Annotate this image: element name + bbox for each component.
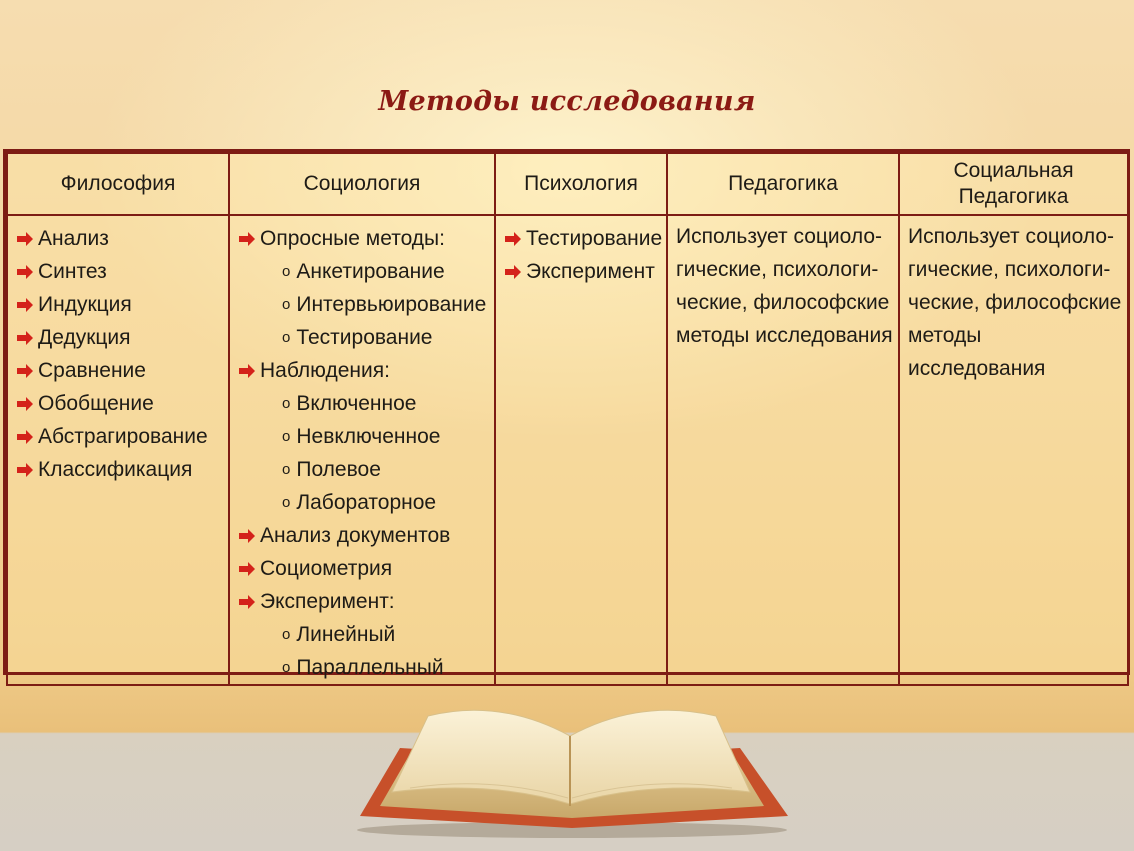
list-item-label: Абстрагирование bbox=[38, 425, 208, 448]
cell-sociology bbox=[229, 215, 495, 685]
list-item-label: Анализ документов bbox=[260, 524, 451, 547]
list-item bbox=[238, 354, 490, 387]
sub-list-item bbox=[238, 321, 490, 354]
sub-list-item bbox=[238, 618, 490, 651]
red-arrow-bullet-icon bbox=[16, 265, 34, 279]
list-item-label: Индукция bbox=[38, 293, 132, 316]
sub-item-label: Тестирование bbox=[296, 326, 433, 349]
pedagogy-text-line: Использует социоло- bbox=[676, 225, 883, 248]
social-pedagogy-text-line: гические, психологи- bbox=[908, 258, 1111, 281]
sub-list-item bbox=[238, 486, 490, 519]
header-social-pedagogy bbox=[899, 153, 1128, 215]
sub-item-label: Линейный bbox=[296, 623, 396, 646]
list-item-label: Эксперимент bbox=[526, 260, 655, 283]
sub-list-item bbox=[238, 651, 490, 684]
list-item-label: Дедукция bbox=[38, 326, 131, 349]
sub-item-label: Невключенное bbox=[296, 425, 441, 448]
social-pedagogy-text-line: ческие, философские bbox=[908, 291, 1122, 314]
circle-bullet-icon: o bbox=[282, 659, 291, 676]
list-item-label: Обобщение bbox=[38, 392, 154, 415]
list-item bbox=[504, 255, 662, 288]
list-item bbox=[16, 255, 224, 288]
header-social-pedagogy-line: Социальная bbox=[953, 159, 1074, 182]
circle-bullet-icon: o bbox=[282, 296, 291, 313]
header-sociology: Социология bbox=[229, 153, 495, 215]
list-item-label: Анализ bbox=[38, 227, 109, 250]
list-item bbox=[16, 288, 224, 321]
red-arrow-bullet-icon bbox=[16, 463, 34, 477]
sub-list-item bbox=[238, 255, 490, 288]
table-header-row bbox=[7, 153, 1128, 215]
red-arrow-bullet-icon bbox=[238, 364, 256, 378]
list-item bbox=[16, 321, 224, 354]
sub-list-item bbox=[238, 387, 490, 420]
social-pedagogy-text-line: Использует социоло- bbox=[908, 225, 1115, 248]
open-book-illustration bbox=[340, 688, 800, 838]
sub-item-label: Интервьюирование bbox=[296, 293, 487, 316]
list-item-label: Сравнение bbox=[38, 359, 146, 382]
red-arrow-bullet-icon bbox=[16, 232, 34, 246]
circle-bullet-icon: o bbox=[282, 428, 291, 445]
circle-bullet-icon: o bbox=[282, 494, 291, 511]
circle-bullet-icon: o bbox=[282, 263, 291, 280]
sub-list-item bbox=[238, 453, 490, 486]
red-arrow-bullet-icon bbox=[504, 265, 522, 279]
red-arrow-bullet-icon bbox=[238, 529, 256, 543]
red-arrow-bullet-icon bbox=[16, 430, 34, 444]
methods-table bbox=[3, 149, 1130, 679]
list-item bbox=[238, 585, 490, 618]
list-item-label: Тестирование bbox=[526, 227, 663, 250]
list-item bbox=[238, 519, 490, 552]
list-item bbox=[504, 222, 662, 255]
sub-item-label: Лабораторное bbox=[296, 491, 437, 514]
header-social-pedagogy-line: Педагогика bbox=[958, 185, 1069, 208]
circle-bullet-icon: o bbox=[282, 329, 291, 346]
header-psychology: Психология bbox=[495, 153, 667, 215]
cell-psychology bbox=[495, 215, 667, 685]
header-pedagogy: Педагогика bbox=[667, 153, 899, 215]
slide-title: Методы исследования bbox=[378, 86, 756, 117]
circle-bullet-icon: o bbox=[282, 395, 291, 412]
red-arrow-bullet-icon bbox=[16, 364, 34, 378]
circle-bullet-icon: o bbox=[282, 626, 291, 643]
cell-pedagogy bbox=[667, 215, 899, 685]
list-item bbox=[238, 552, 490, 585]
list-item bbox=[16, 420, 224, 453]
list-item bbox=[16, 222, 224, 255]
list-item-label: Опросные методы: bbox=[260, 227, 445, 250]
red-arrow-bullet-icon bbox=[16, 298, 34, 312]
pedagogy-text-line: методы исследования bbox=[676, 324, 893, 347]
list-item bbox=[238, 222, 490, 255]
list-item bbox=[16, 387, 224, 420]
sub-list-item bbox=[238, 288, 490, 321]
red-arrow-bullet-icon bbox=[16, 397, 34, 411]
list-item-label: Социометрия bbox=[260, 557, 393, 580]
pedagogy-text-line: ческие, философские bbox=[676, 291, 890, 314]
sub-item-label: Параллельный bbox=[296, 656, 444, 679]
social-pedagogy-text-line: методы исследования bbox=[908, 324, 1046, 380]
table-body-row bbox=[7, 215, 1128, 685]
cell-philosophy bbox=[7, 215, 229, 685]
list-item-label: Наблюдения: bbox=[260, 359, 390, 382]
list-item-label: Эксперимент: bbox=[260, 590, 395, 613]
red-arrow-bullet-icon bbox=[504, 232, 522, 246]
circle-bullet-icon: o bbox=[282, 461, 291, 478]
list-item bbox=[16, 453, 224, 486]
sub-item-label: Анкетирование bbox=[296, 260, 445, 283]
cell-social-pedagogy bbox=[899, 215, 1128, 685]
red-arrow-bullet-icon bbox=[16, 331, 34, 345]
red-arrow-bullet-icon bbox=[238, 232, 256, 246]
sub-item-label: Включенное bbox=[296, 392, 417, 415]
sub-list-item bbox=[238, 420, 490, 453]
header-philosophy: Философия bbox=[7, 153, 229, 215]
red-arrow-bullet-icon bbox=[238, 562, 256, 576]
red-arrow-bullet-icon bbox=[238, 595, 256, 609]
sub-item-label: Полевое bbox=[296, 458, 381, 481]
list-item-label: Классификация bbox=[38, 458, 193, 481]
list-item-label: Синтез bbox=[38, 260, 107, 283]
pedagogy-text-line: гические, психологи- bbox=[676, 258, 879, 281]
list-item bbox=[16, 354, 224, 387]
